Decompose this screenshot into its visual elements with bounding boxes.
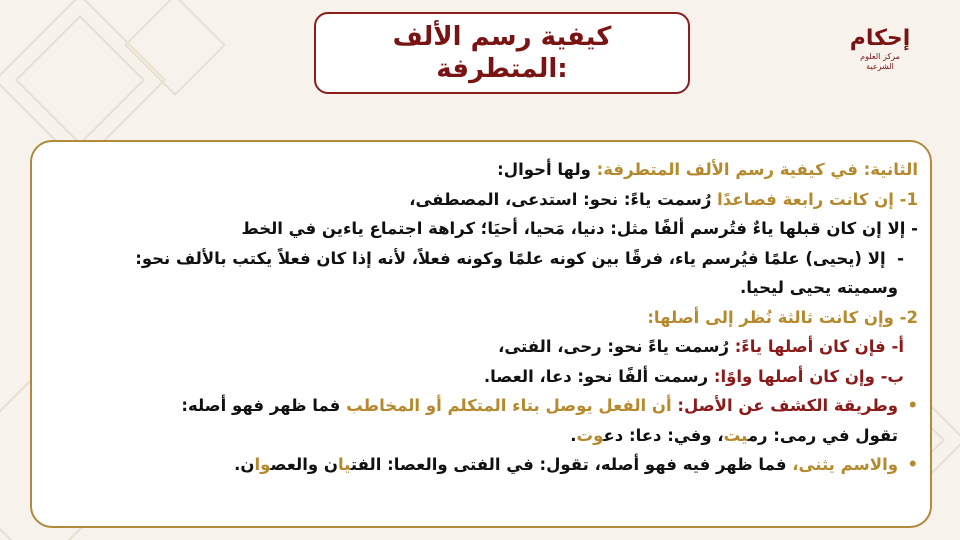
method-heading: وطريقة الكشف عن الأصل:: [677, 396, 898, 415]
logo-subtitle: مركز العلوم الشرعية: [860, 52, 900, 71]
content-box: [30, 140, 932, 528]
logo-mark: إحكام: [849, 26, 911, 51]
example-highlight: يت: [723, 425, 748, 445]
sub-b-heading: ب- وإن كان أصلها واوًا:: [713, 366, 904, 386]
example-part: تقول في رمى: رم: [747, 425, 898, 445]
content-line-4: [46, 247, 918, 270]
noun-text: ن.: [234, 455, 255, 474]
sub-a-text: رُسمت ياءً نحو: رحى، الفتى،: [498, 337, 735, 356]
content-line-6: 2- وإن كانت ثالثة نُظر إلى أصلها:: [647, 307, 918, 327]
example-part: ، وفي: دعا: دع: [603, 425, 724, 445]
noun-highlight: وا: [254, 455, 271, 474]
title-line-2: المتطرفة:: [436, 54, 568, 84]
rule-1-text: رُسمت ياءً: نحو: استدعى، المصطفى،: [409, 189, 718, 209]
noun-text: ن والعص: [270, 455, 338, 474]
content-lines: [46, 158, 918, 483]
content-line-3: - إلا إن كان قبلها ياءٌ فتُرسم ألفًا مثل: دنيا، مَحيا، أحيَا؛ كراهة اجتماع ياءين في الخط: [241, 219, 918, 238]
dash-glyph: -: [897, 248, 904, 268]
content-line-9: [46, 394, 918, 417]
bullet-icon: •: [907, 455, 918, 474]
method-text-gold: أن الفعل يوصل بتاء المتكلم أو المخاطب: [346, 396, 678, 415]
content-line-7: [46, 335, 918, 358]
content-line-1: [46, 158, 918, 181]
example-highlight: وت: [576, 425, 604, 445]
exception-text: إلا (يحيى) علمًا فيُرسم ياء، فرقًا بين كونه علمًا وكونه فعلاً، لأنه إذا كان فعلاً يكتب بالألف نحو:: [135, 248, 886, 268]
content-line-5: وسميته يحيى ليحيا.: [739, 278, 898, 297]
title-line-1: كيفية رسم الألف: [392, 22, 612, 52]
bullet-icon: •: [907, 396, 918, 415]
section-heading-cont: ولها أحوال:: [497, 160, 597, 179]
sub-b-text: رسمت ألفًا نحو: دعا، العصا.: [483, 366, 714, 386]
method-text: فما ظهر فهو أصله:: [181, 396, 347, 415]
slide-title: [314, 12, 690, 94]
noun-text: فما ظهر فيه فهو أصله، تقول: في الفتى والعصا: الفت: [350, 455, 793, 474]
rule-1-heading: 1- إن كانت رابعة فصاعدًا: [717, 189, 918, 209]
noun-heading: والاسم يثنى،: [792, 455, 898, 474]
noun-highlight: يا: [337, 455, 351, 474]
content-line-8: [46, 365, 918, 388]
logo: [848, 26, 912, 96]
section-heading: الثانية: في كيفية رسم الألف المتطرفة:: [596, 160, 918, 179]
example-part: .: [570, 425, 577, 445]
content-line-2: [46, 188, 918, 211]
sub-a-heading: أ- فإن كان أصلها ياءً:: [734, 337, 904, 356]
content-line-10: [46, 424, 918, 447]
content-line-11: [46, 453, 918, 476]
